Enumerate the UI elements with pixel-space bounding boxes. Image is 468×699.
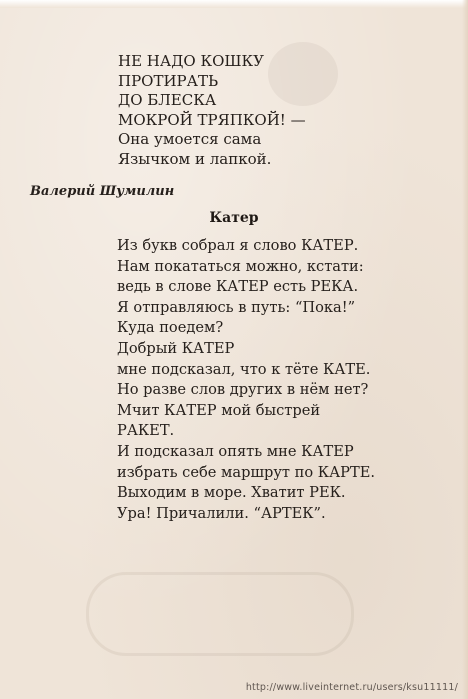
poem-line: Куда поедем? [117,319,224,337]
poem-line: Выходим в море. Хватит РЕК. [117,484,346,502]
poem-title: Катер [209,210,259,226]
poem-line: мне подсказал, что к тёте КАТЕ. [117,360,371,378]
verse-line: Язычком и лапкой. [118,149,272,168]
poem-line: Нам покататься можно, кстати: [117,257,364,275]
verse-line: МОКРОЙ ТРЯПКОЙ! — [118,110,306,129]
poem-line: Из букв собрал я слово КАТЕР. [117,237,359,254]
verse-line: ПРОТИРАТЬ [118,71,219,90]
verse-line: НЕ НАДО КОШКУ [118,52,264,70]
author-name: Валерий Шумилин [30,184,175,199]
poem-line: Я отправляюсь в путь: “Пока!” [117,298,356,316]
poem-line: РАКЕТ. [117,422,175,440]
poem-line: Ура! Причалили. “АРТЕК”. [117,504,326,522]
poem-line: Мчит КАТЕР мой быстрей [117,401,321,419]
poem-body [117,236,375,524]
page-right-edge [462,0,468,699]
verse-line: ДО БЛЕСКА [118,91,217,109]
poem-line: избрать себе маршрут по КАРТЕ. [117,463,375,481]
poem-line: Но разве слов других в нём нет? [117,381,369,399]
intro-verse [118,52,306,169]
poem-line: И подсказал опять мне КАТЕР [117,442,354,460]
poem-line: ведь в слове КАТЕР есть РЕКА. [117,278,359,296]
bleed-through-outline [86,572,354,656]
page-top-edge [0,0,468,8]
source-watermark: http://www.liveinternet.ru/users/ksu11111/ [245,682,458,693]
verse-line: Она умоется сама [118,130,262,148]
poem-line: Добрый КАТЕР [117,339,235,357]
